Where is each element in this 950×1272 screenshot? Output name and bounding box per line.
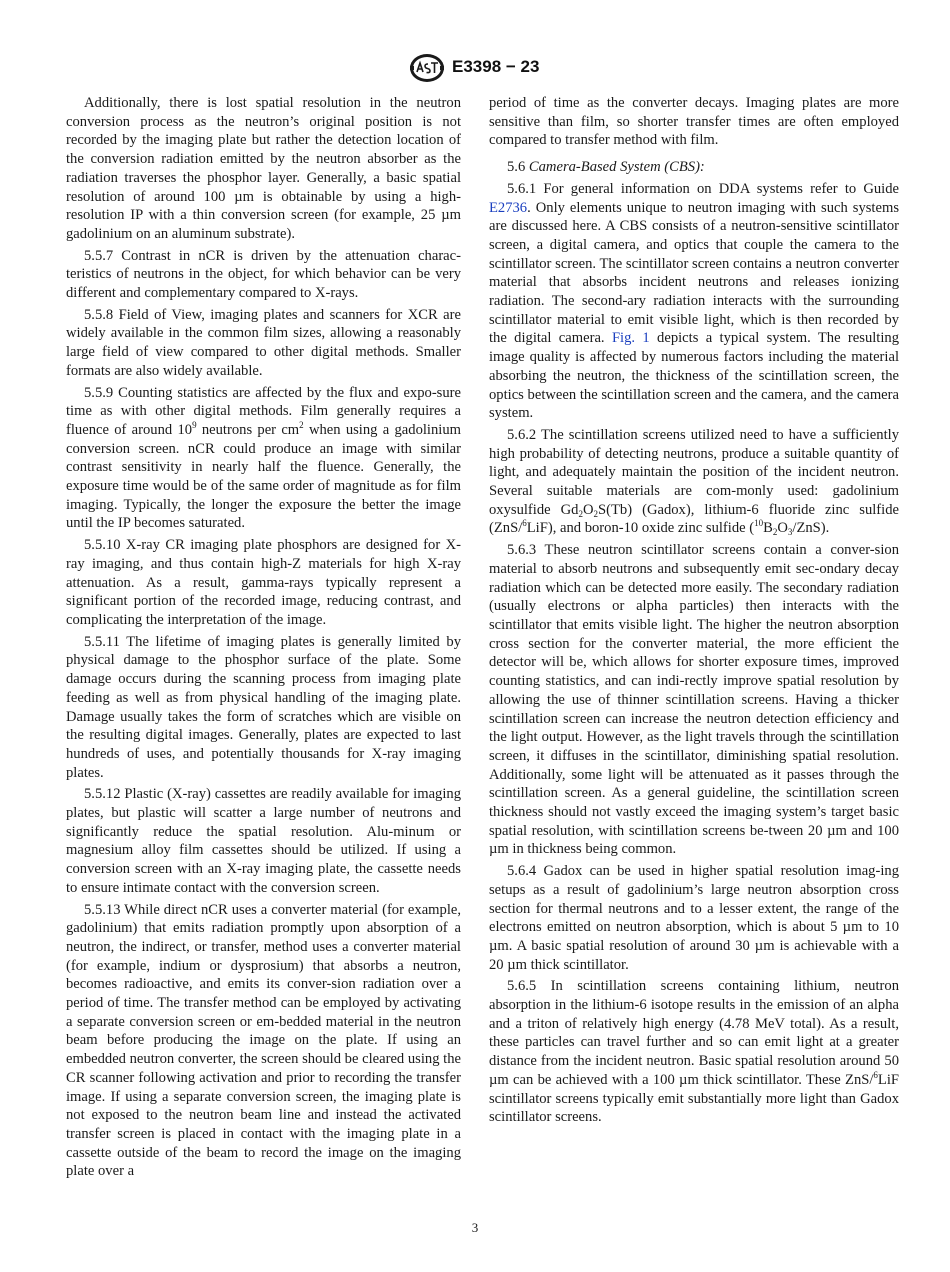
paragraph-5-5-9: 5.5.9 Counting statistics are affected by the flux and expo-sure time as with other digital methods. Film generally requires a fluence of around $10^9$ neutrons per $cm^2$ when using a gadolinium conversion screen. nCR could produce an image with similar contrast sensitivity in nearly half the fluence. Generally, the exposure time would be of the same order of magnitude as for film imaging. Typically, the longer the exposure the better the image until the IP becomes saturated. (66, 384, 461, 532)
paragraph-continued: period of time as the converter decays. Imaging plates are more sensitive than film, so shorter transfer times are often employed compared to transfer method with film. (489, 95, 899, 149)
astm-logo-icon (408, 52, 446, 84)
paragraph-5-5-11: 5.5.11 The lifetime of imaging plates is generally limited by physical damage to the phosphor surface of the plate. Some damage occurs during the scanning process from imaging plate feeding as well as from physical handling of the imaging plate. Damage usually takes the form of scratches which are visible on the resulting digital images. Generally, plates are expected to last hundreds of uses, and potentially thousands for X-ray imaging plates. (66, 633, 461, 781)
paragraph-5-6-1: 5.6.1 For general information on DDA systems refer to Guide E2736. Only elements unique to neutron imaging with such systems are discussed here. A CBS consists of a neutron-sensitive scintillator screen, a digital camera, and optics that couple the camera to the scintillator screen. The scintillator screen contains a neutron converter material that absorbs incident neutrons and releases ionizing radiation. The second-ary radiation interacts with the surrounding scintillator material to emit visible light, which is then recorded by the digital camera. Fig. 1 depicts a typical system. The resulting image quality is affected by numerous factors including the material absorbing the neutron, the thickness of the scintillation screen, the optics between the scintillation screen and the camera, and the camera system. (489, 180, 899, 422)
paragraph-5-5-7: 5.5.7 Contrast in nCR is driven by the attenuation charac-teristics of neutrons in the object, for which behavior can be very different and complementary compared to X-rays. (66, 247, 461, 302)
page-header (0, 52, 950, 84)
standard-designation: E3398 − 23 (452, 57, 540, 76)
page-number: 3 (471, 1220, 479, 1235)
right-column (489, 94, 899, 1130)
paragraph-5-5-12: 5.5.12 Plastic (X-ray) cassettes are readily available for imaging plates, but plastic will scatter a large number of neutrons and significantly reduce the spatial resolution. Alu-minum or magnesium alloy film cassettes should be utilized. If using a conversion screen with an X-ray imaging plate, the cassette needs to ensure intimate contact with the conversion screen. (66, 786, 461, 896)
fig-1-link[interactable]: Fig. 1 (611, 330, 650, 347)
section-heading-5-6: 5.6 Camera-Based System (CBS): (507, 159, 705, 176)
paragraph-5-5-13: 5.5.13 While direct nCR uses a converter material (for example, gadolinium) that emits radiation promptly upon absorption of a neutron, the indirect, or transfer, method uses a converter material (for example, indium or dysprosium) that absorbs a neutron, becomes radioactive, and emits its conver-sion radiation over a period of time. The transfer method can be employed by activating a separate conversion screen or em-bedded material in the neutron beam before producing the image on the plate. If using an embedded neutron converter, the screen should be cleared using the CR scanner following activation and prior to recording the transfer image. If using a separate conversion screen, the imaging plate is not exposed to the neutron beam line and instead the activated transfer screen is placed in contact with the imaging plate in a cassette outside of the beam to record the image on the imaging plate over a (66, 901, 461, 1180)
paragraph-5-5-8: 5.5.8 Field of View, imaging plates and scanners for XCR are widely available in the common film sizes, allowing a reasonably large field of view compared to other digital methods. Smaller formats are also widely available. (66, 306, 461, 379)
paragraph-5-6-3: 5.6.3 These neutron scintillator screens contain a conver-sion material to absorb neutrons and subsequently emit sec-ondary decay radiation which can be detected more easily. The secondary radiation (usually electrons or alpha particles) then interacts with the scintillator that emits visible light. The higher the neutron absorption cross section for the converter material, the more efficient the detector will be, which allows for shorter exposure times, improved counting statistics, and can indi-rectly improve spatial resolution by allowing the use of thinner scintillation screens. Having a thicker scintillation screen can increase the neutron detection efficiency and the light output. However, as the light travels through the scintillation screen, it diffuses in the scintillator, diminishing spatial resolution. Additionally, some light will be attenuated as it passes through the scintillation screen. As a general guideline, the scintillation screen thickness should not vastly exceed the imaging system’s target basic spatial resolution, with scintillation screens be-tween 20 µm and 100 µm in thickness being common. (489, 542, 899, 858)
left-column (66, 94, 461, 1184)
paragraph: Additionally, there is lost spatial resolution in the neutron conversion process as the neutron’s original position is not recorded by the imaging plate but rather the detection location of the conversion radiation emitted by the neutron absorber as the radiation traverses the phosphor layer. Generally, a basic spatial resolution of around 100 µm is obtainable by using a high-resolution IP with a thin conversion screen (for example, 25 µm gadolinium on an aluminum substrate). (66, 95, 461, 242)
paragraph-5-6-5: 5.6.5 In scintillation screens containing lithium, neutron absorption in the lithium-6 isotope results in the emission of an alpha and a triton of relatively high energy (4.78 MeV total). As a result, these particles can travel further and so can emit light at a greater distance from the incident neutron. Basic spatial resolution around 50 µm can be achieved with a 100 µm thick scintillator. These ZnS/$^6$LiF scintillator screens typically emit substantially more light than Gadox scintillator screens. (489, 978, 899, 1126)
paragraph-5-5-10: 5.5.10 X-ray CR imaging plate phosphors are designed for X-ray imaging, and thus contain high-Z materials for high X-ray attenuation. As a result, gamma-rays typically represent a significant portion of the recorded image, reducing contrast, and complicating the interpretation of the image. (66, 537, 461, 628)
guide-e2736-link[interactable]: E2736 (489, 199, 528, 216)
paragraph-5-6-4: 5.6.4 Gadox can be used in higher spatial resolution imag-ing setups as a result of gadolinium’s large neutron absorption cross section for thermal neutrons and to a lesser extent, the range of the electrons emitted on neutron absorption, which is about 5 µm to 10 µm. A basic spatial resolution of around 30 µm is achievable with a 20 µm thick scintillator. (489, 863, 899, 973)
paragraph-5-6-2: 5.6.2 The scintillation screens utilized need to have a sufficiently high probability of detecting neutrons, produce a suitable quantity of light, and adequately maintain the position of the incident neutron. Several suitable materials are com-monly used: gadolinium oxysulfide $Gd_2O_2S(Tb)$ (Gadox), lithium-6 fluoride zinc sulfide (ZnS/$^6$LiF), and boron-10 oxide zinc sulfide $(^{10}B_2O_3/ZnS)$. (489, 426, 899, 538)
